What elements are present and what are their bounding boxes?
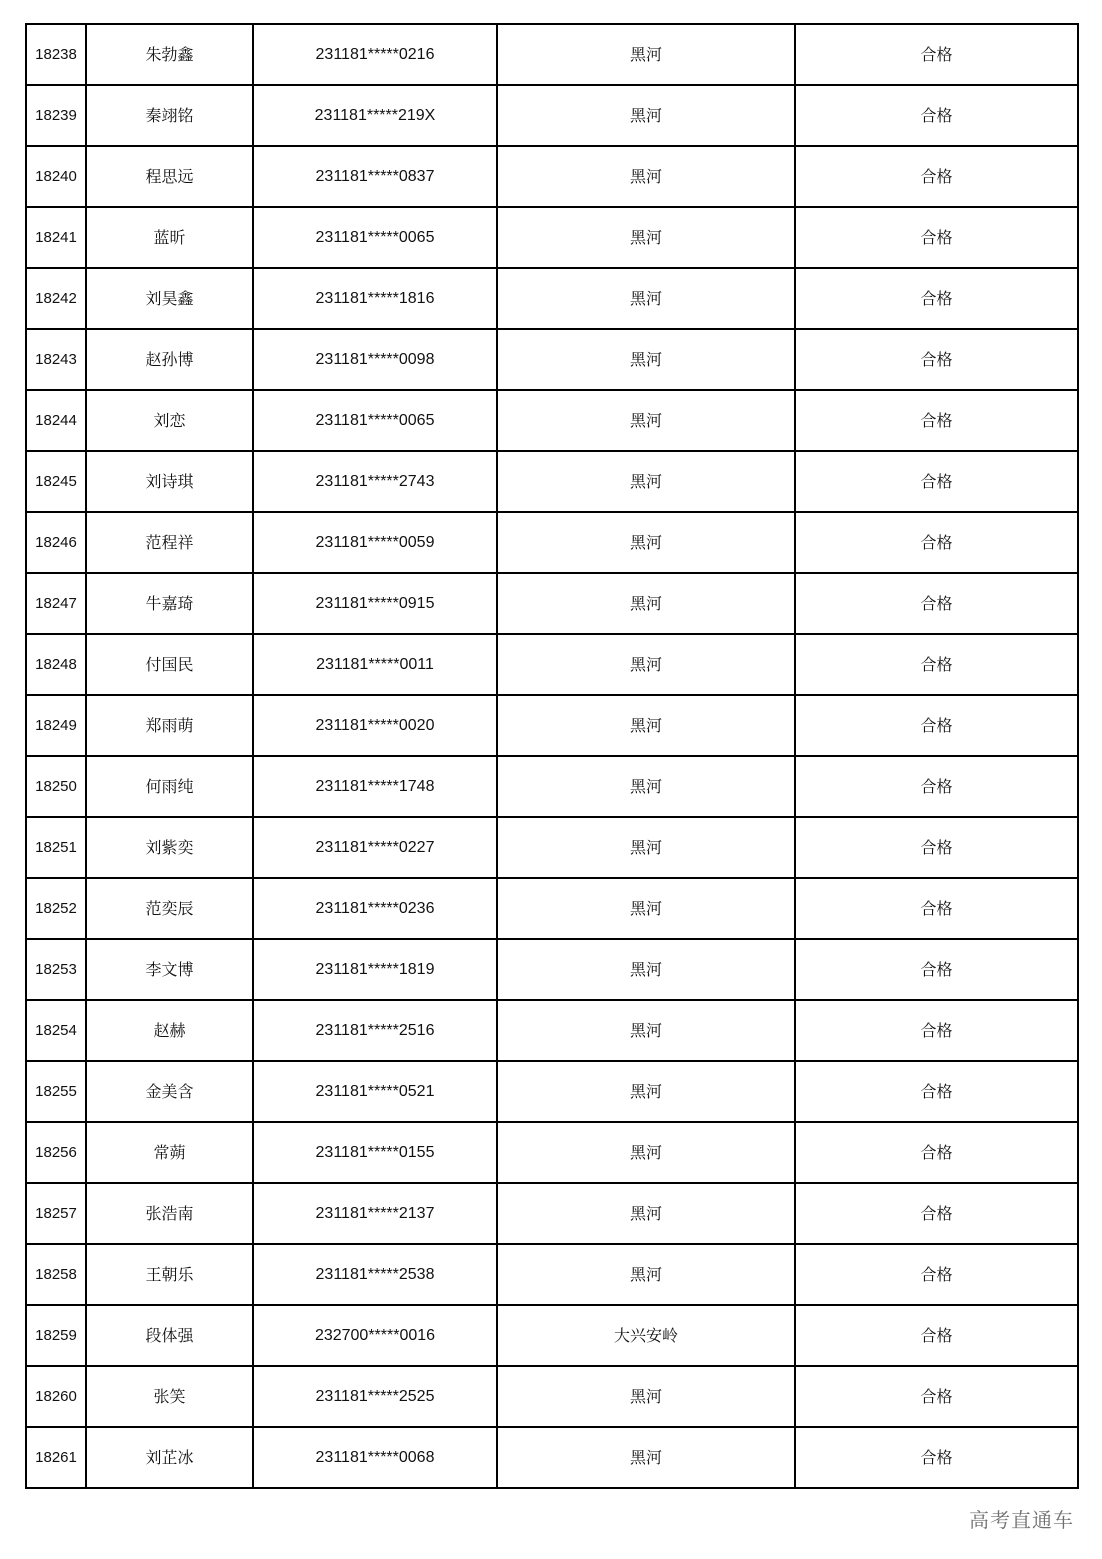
region-cell: 黑河 bbox=[497, 268, 795, 329]
result-cell: 合格 bbox=[795, 817, 1078, 878]
name-cell: 朱勃鑫 bbox=[86, 24, 253, 85]
seq-cell: 18243 bbox=[26, 329, 86, 390]
region-cell: 黑河 bbox=[497, 390, 795, 451]
table-row bbox=[26, 85, 1078, 146]
name-cell: 程思远 bbox=[86, 146, 253, 207]
result-cell: 合格 bbox=[795, 695, 1078, 756]
name-cell: 刘昊鑫 bbox=[86, 268, 253, 329]
name-cell: 郑雨萌 bbox=[86, 695, 253, 756]
table-row bbox=[26, 1427, 1078, 1488]
result-cell: 合格 bbox=[795, 1244, 1078, 1305]
result-cell: 合格 bbox=[795, 268, 1078, 329]
region-cell: 黑河 bbox=[497, 1000, 795, 1061]
id-number-cell: 231181*****1819 bbox=[253, 939, 497, 1000]
result-cell: 合格 bbox=[795, 85, 1078, 146]
name-cell: 范程祥 bbox=[86, 512, 253, 573]
name-cell: 蓝昕 bbox=[86, 207, 253, 268]
seq-cell: 18245 bbox=[26, 451, 86, 512]
result-cell: 合格 bbox=[795, 939, 1078, 1000]
id-number-cell: 231181*****0915 bbox=[253, 573, 497, 634]
region-cell: 黑河 bbox=[497, 451, 795, 512]
result-cell: 合格 bbox=[795, 329, 1078, 390]
name-cell: 金美含 bbox=[86, 1061, 253, 1122]
result-cell: 合格 bbox=[795, 1000, 1078, 1061]
result-cell: 合格 bbox=[795, 207, 1078, 268]
id-number-cell: 231181*****0065 bbox=[253, 207, 497, 268]
table-row bbox=[26, 1122, 1078, 1183]
region-cell: 黑河 bbox=[497, 756, 795, 817]
region-cell: 黑河 bbox=[497, 878, 795, 939]
name-cell: 秦翊铭 bbox=[86, 85, 253, 146]
roster-table bbox=[25, 23, 1079, 1489]
name-cell: 刘紫奕 bbox=[86, 817, 253, 878]
table-row bbox=[26, 1366, 1078, 1427]
name-cell: 刘恋 bbox=[86, 390, 253, 451]
table-row bbox=[26, 634, 1078, 695]
result-cell: 合格 bbox=[795, 878, 1078, 939]
name-cell: 付国民 bbox=[86, 634, 253, 695]
watermark-text: 高考直通车 bbox=[969, 1504, 1074, 1533]
region-cell: 黑河 bbox=[497, 146, 795, 207]
id-number-cell: 231181*****2743 bbox=[253, 451, 497, 512]
id-number-cell: 231181*****0020 bbox=[253, 695, 497, 756]
result-cell: 合格 bbox=[795, 1305, 1078, 1366]
table-row bbox=[26, 146, 1078, 207]
region-cell: 黑河 bbox=[497, 1183, 795, 1244]
region-cell: 黑河 bbox=[497, 85, 795, 146]
name-cell: 王朝乐 bbox=[86, 1244, 253, 1305]
id-number-cell: 231181*****0068 bbox=[253, 1427, 497, 1488]
result-cell: 合格 bbox=[795, 1061, 1078, 1122]
table-row bbox=[26, 1183, 1078, 1244]
table-row bbox=[26, 695, 1078, 756]
name-cell: 赵孙博 bbox=[86, 329, 253, 390]
name-cell: 刘诗琪 bbox=[86, 451, 253, 512]
name-cell: 张浩南 bbox=[86, 1183, 253, 1244]
seq-cell: 18255 bbox=[26, 1061, 86, 1122]
result-cell: 合格 bbox=[795, 512, 1078, 573]
seq-cell: 18260 bbox=[26, 1366, 86, 1427]
result-cell: 合格 bbox=[795, 24, 1078, 85]
result-cell: 合格 bbox=[795, 390, 1078, 451]
region-cell: 黑河 bbox=[497, 512, 795, 573]
seq-cell: 18259 bbox=[26, 1305, 86, 1366]
seq-cell: 18240 bbox=[26, 146, 86, 207]
id-number-cell: 231181*****219X bbox=[253, 85, 497, 146]
id-number-cell: 231181*****2538 bbox=[253, 1244, 497, 1305]
table-row bbox=[26, 1305, 1078, 1366]
seq-cell: 18250 bbox=[26, 756, 86, 817]
table-row bbox=[26, 24, 1078, 85]
table-row bbox=[26, 329, 1078, 390]
name-cell: 范奕辰 bbox=[86, 878, 253, 939]
result-cell: 合格 bbox=[795, 1427, 1078, 1488]
id-number-cell: 231181*****0098 bbox=[253, 329, 497, 390]
seq-cell: 18257 bbox=[26, 1183, 86, 1244]
table-row bbox=[26, 573, 1078, 634]
id-number-cell: 231181*****0065 bbox=[253, 390, 497, 451]
result-cell: 合格 bbox=[795, 573, 1078, 634]
id-number-cell: 231181*****2525 bbox=[253, 1366, 497, 1427]
result-cell: 合格 bbox=[795, 1366, 1078, 1427]
name-cell: 刘芷冰 bbox=[86, 1427, 253, 1488]
name-cell: 何雨纯 bbox=[86, 756, 253, 817]
table-row bbox=[26, 1244, 1078, 1305]
table-row bbox=[26, 390, 1078, 451]
seq-cell: 18247 bbox=[26, 573, 86, 634]
name-cell: 张笑 bbox=[86, 1366, 253, 1427]
name-cell: 段体强 bbox=[86, 1305, 253, 1366]
region-cell: 黑河 bbox=[497, 24, 795, 85]
table-row bbox=[26, 878, 1078, 939]
name-cell: 赵赫 bbox=[86, 1000, 253, 1061]
id-number-cell: 231181*****0059 bbox=[253, 512, 497, 573]
roster-body bbox=[26, 24, 1078, 1488]
result-cell: 合格 bbox=[795, 1183, 1078, 1244]
id-number-cell: 231181*****0011 bbox=[253, 634, 497, 695]
table-row bbox=[26, 817, 1078, 878]
table-row bbox=[26, 756, 1078, 817]
table-row bbox=[26, 939, 1078, 1000]
region-cell: 黑河 bbox=[497, 573, 795, 634]
name-cell: 李文博 bbox=[86, 939, 253, 1000]
region-cell: 黑河 bbox=[497, 939, 795, 1000]
id-number-cell: 231181*****0227 bbox=[253, 817, 497, 878]
region-cell: 黑河 bbox=[497, 634, 795, 695]
table-row bbox=[26, 451, 1078, 512]
id-number-cell: 231181*****0155 bbox=[253, 1122, 497, 1183]
id-number-cell: 231181*****0236 bbox=[253, 878, 497, 939]
seq-cell: 18258 bbox=[26, 1244, 86, 1305]
region-cell: 黑河 bbox=[497, 695, 795, 756]
seq-cell: 18238 bbox=[26, 24, 86, 85]
region-cell: 黑河 bbox=[497, 1061, 795, 1122]
table-row bbox=[26, 1000, 1078, 1061]
seq-cell: 18251 bbox=[26, 817, 86, 878]
region-cell: 黑河 bbox=[497, 329, 795, 390]
seq-cell: 18252 bbox=[26, 878, 86, 939]
table-row bbox=[26, 1061, 1078, 1122]
seq-cell: 18242 bbox=[26, 268, 86, 329]
seq-cell: 18239 bbox=[26, 85, 86, 146]
seq-cell: 18249 bbox=[26, 695, 86, 756]
seq-cell: 18256 bbox=[26, 1122, 86, 1183]
region-cell: 黑河 bbox=[497, 817, 795, 878]
id-number-cell: 231181*****0216 bbox=[253, 24, 497, 85]
seq-cell: 18253 bbox=[26, 939, 86, 1000]
region-cell: 黑河 bbox=[497, 1427, 795, 1488]
region-cell: 黑河 bbox=[497, 207, 795, 268]
id-number-cell: 231181*****2516 bbox=[253, 1000, 497, 1061]
id-number-cell: 231181*****2137 bbox=[253, 1183, 497, 1244]
table-row bbox=[26, 512, 1078, 573]
table-row bbox=[26, 268, 1078, 329]
seq-cell: 18254 bbox=[26, 1000, 86, 1061]
region-cell: 黑河 bbox=[497, 1244, 795, 1305]
id-number-cell: 231181*****1748 bbox=[253, 756, 497, 817]
table-row bbox=[26, 207, 1078, 268]
name-cell: 常蒴 bbox=[86, 1122, 253, 1183]
id-number-cell: 231181*****0521 bbox=[253, 1061, 497, 1122]
seq-cell: 18261 bbox=[26, 1427, 86, 1488]
name-cell: 牛嘉琦 bbox=[86, 573, 253, 634]
seq-cell: 18248 bbox=[26, 634, 86, 695]
seq-cell: 18246 bbox=[26, 512, 86, 573]
seq-cell: 18244 bbox=[26, 390, 86, 451]
result-cell: 合格 bbox=[795, 756, 1078, 817]
seq-cell: 18241 bbox=[26, 207, 86, 268]
result-cell: 合格 bbox=[795, 1122, 1078, 1183]
result-cell: 合格 bbox=[795, 634, 1078, 695]
result-cell: 合格 bbox=[795, 146, 1078, 207]
region-cell: 黑河 bbox=[497, 1366, 795, 1427]
id-number-cell: 232700*****0016 bbox=[253, 1305, 497, 1366]
region-cell: 黑河 bbox=[497, 1122, 795, 1183]
result-cell: 合格 bbox=[795, 451, 1078, 512]
id-number-cell: 231181*****1816 bbox=[253, 268, 497, 329]
region-cell: 大兴安岭 bbox=[497, 1305, 795, 1366]
id-number-cell: 231181*****0837 bbox=[253, 146, 497, 207]
